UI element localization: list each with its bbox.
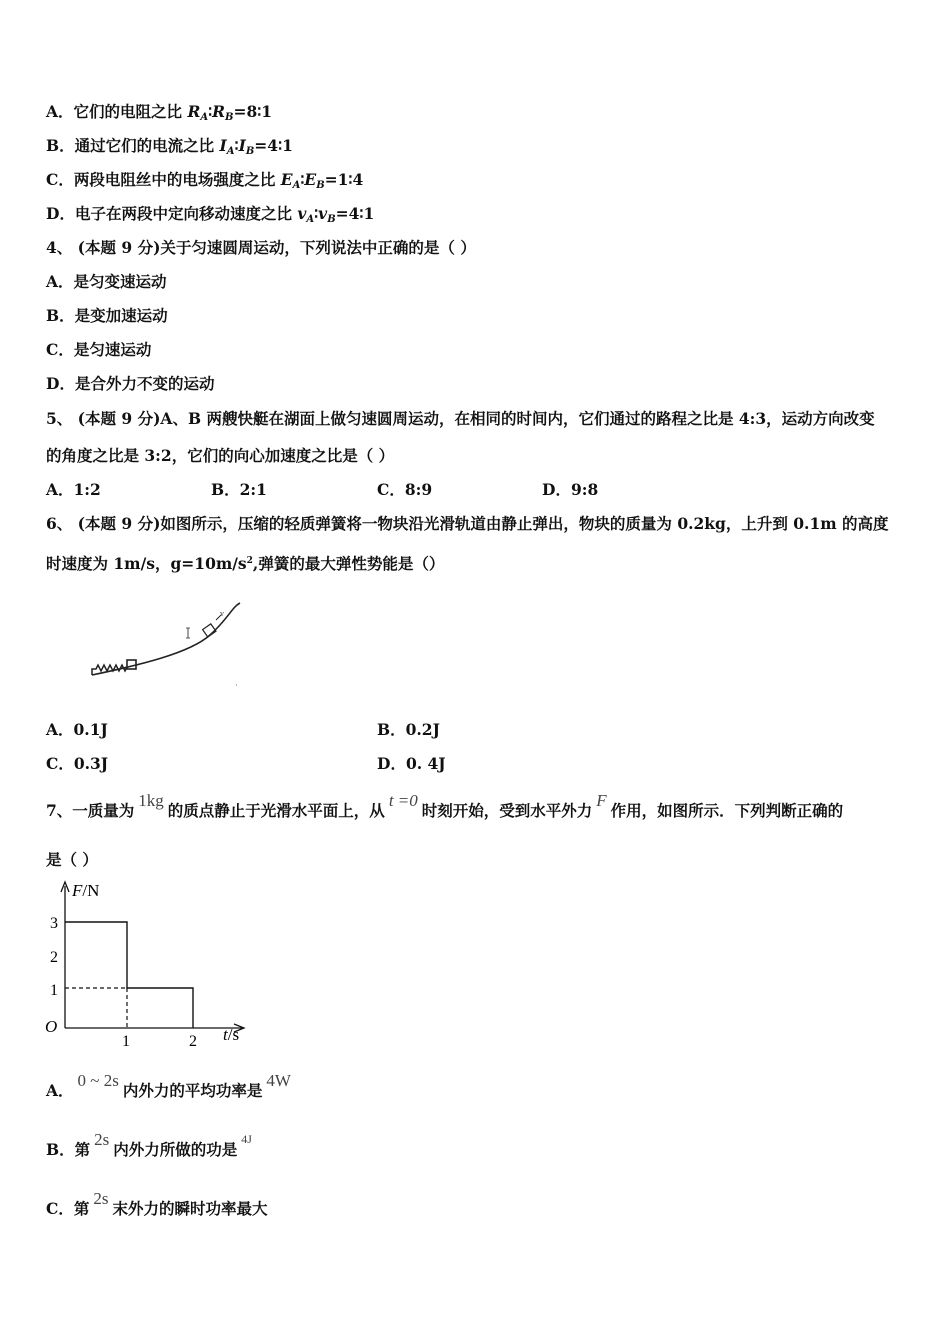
q7-stem-line1: 7、一质量为1kg的质点静止于光滑水平面上，从t =0时刻开始，受到水平外力F作用，如图所示．下列判断正确的 <box>46 791 844 820</box>
q5-option-c: C．8:9 <box>377 480 433 499</box>
track-curve <box>92 603 240 675</box>
y-tick-2: 2 <box>50 949 58 966</box>
x-tick-2: 2 <box>189 1033 197 1048</box>
q6-option-a: A．0.1J <box>46 720 108 739</box>
q5-option-a: A．1:2 <box>46 480 101 499</box>
q3-option-c: C．两段电阻丝中的电场强度之比 EA∶EB=1∶4 <box>46 170 364 191</box>
force-time-graph <box>40 878 260 1048</box>
q6-stem-line2: 时速度为 1m/s，$g=10m/s^2$,弹簧的最大弹性势能是（） <box>46 554 445 574</box>
q5-option-d: D．9:8 <box>542 480 599 499</box>
q4-option-c: C．是匀速运动 <box>46 340 152 359</box>
q4-option-b: B．是变加速运动 <box>46 306 168 325</box>
q3-option-b: B．通过它们的电流之比 IA∶IB=4∶1 <box>46 136 293 157</box>
q3-option-a: A．它们的电阻之比 RA∶RB=8∶1 <box>46 102 273 123</box>
q7-option-b: B．第2s内外力所做的功是$^{4J}$ <box>46 1130 252 1159</box>
y-tick-3: 3 <box>50 915 58 932</box>
y-tick-1: 1 <box>50 982 58 999</box>
velocity-label: v <box>220 609 224 618</box>
q6-option-c: C．0.3J <box>46 754 109 773</box>
q6-option-d: D．0. 4J <box>377 754 446 773</box>
q7-option-a: A．0 ~ 2s内外力的平均功率是4W <box>46 1071 291 1100</box>
origin-label: O <box>45 1017 58 1036</box>
q4-stem: 4、 (本题 9 分)关于匀速圆周运动，下列说法中正确的是（ ） <box>46 238 476 257</box>
q6-option-b: B．0.2J <box>377 720 440 739</box>
q4-option-d: D．是合外力不变的运动 <box>46 374 215 393</box>
q3-option-d: D．电子在两段中定向移动速度之比 vA∶vB=4∶1 <box>46 204 375 225</box>
q7-option-c: C．第2s末外力的瞬时功率最大 <box>46 1189 268 1218</box>
force-step-line <box>65 922 193 1028</box>
spring-track-figure <box>80 595 260 690</box>
q5-stem-line2: 的角度之比是 3:2，它们的向心加速度之比是（ ） <box>46 446 395 465</box>
x-tick-1: 1 <box>122 1033 130 1048</box>
q4-option-a: A．是匀变速运动 <box>46 272 167 291</box>
q7-stem-line2: 是（ ） <box>46 850 98 869</box>
q6-stem-line1: 6、 (本题 9 分)如图所示，压缩的轻质弹簧将一物块沿光滑轨道由静止弹出，物块的质量为 0.2kg，上升到 0.1m 的高度 <box>46 514 889 533</box>
y-axis-label: F/N <box>72 881 100 900</box>
q5-stem-line1: 5、 (本题 9 分)A、B 两艘快艇在湖面上做匀速圆周运动，在相同的时间内，它们通过的路程之比是 4:3，运动方向改变 <box>46 409 875 428</box>
q5-option-b: B．2:1 <box>211 480 267 499</box>
x-axis-label: t/s <box>223 1025 240 1044</box>
